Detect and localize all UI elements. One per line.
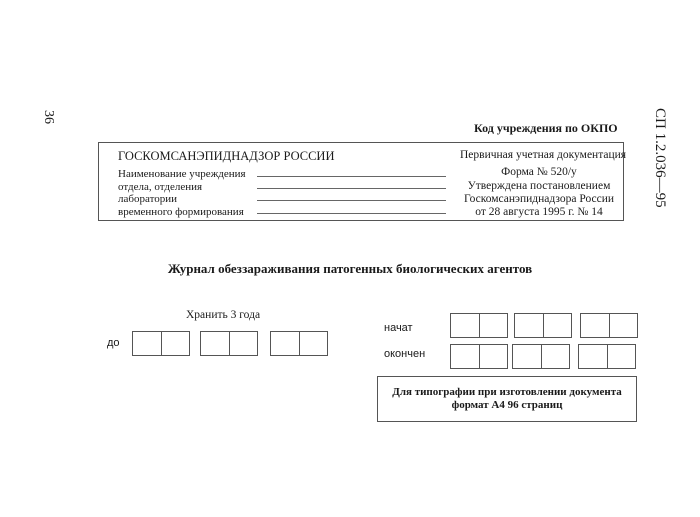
laboratory-label: лаборатории	[118, 193, 178, 205]
digit-cell[interactable]	[579, 345, 607, 368]
digit-cell[interactable]	[271, 332, 299, 355]
started-label: начат	[384, 322, 413, 334]
started-month-field[interactable]	[514, 313, 572, 338]
digit-cell[interactable]	[451, 345, 479, 368]
ministry-name: ГОСКОМСАНЭПИДНАДЗОР РОССИИ	[118, 149, 335, 163]
digit-cell[interactable]	[607, 345, 636, 368]
digit-cell[interactable]	[609, 314, 638, 337]
until-day-field[interactable]	[132, 331, 190, 356]
approval-line-1: Утверждена постановлением	[467, 180, 611, 192]
digit-cell[interactable]	[543, 314, 572, 337]
institution-name-label: Наименование учреждения	[118, 168, 246, 180]
form-number: Форма № 520/у	[501, 166, 577, 178]
digit-cell[interactable]	[299, 332, 328, 355]
page-number: 36	[41, 110, 56, 124]
print-note-line-2: формат А4 96 страниц	[451, 399, 563, 411]
approval-line-3: от 28 августа 1995 г. № 14	[475, 206, 603, 218]
digit-cell[interactable]	[133, 332, 161, 355]
digit-cell[interactable]	[479, 314, 508, 337]
institution-name-field[interactable]	[257, 176, 446, 177]
until-label: до	[107, 337, 120, 349]
until-year-field[interactable]	[270, 331, 328, 356]
document-title: Журнал обеззараживания патогенных биологических агентов	[167, 261, 533, 276]
department-label: отдела, отделения	[118, 181, 203, 193]
okpo-label: Код учреждения по ОКПО	[474, 121, 618, 135]
retention-label: Хранить 3 года	[186, 309, 261, 321]
ended-month-field[interactable]	[512, 344, 570, 369]
department-field[interactable]	[257, 188, 446, 189]
digit-cell[interactable]	[229, 332, 258, 355]
ended-day-field[interactable]	[450, 344, 508, 369]
started-year-field[interactable]	[580, 313, 638, 338]
started-day-field[interactable]	[450, 313, 508, 338]
standard-code: СП 1.2.036—95	[652, 108, 668, 208]
digit-cell[interactable]	[513, 345, 541, 368]
digit-cell[interactable]	[515, 314, 543, 337]
print-note-line-1: Для типографии при изготовлении документа	[392, 386, 622, 398]
temporary-unit-label: временного формирования	[118, 206, 244, 218]
primary-doc-label: Первичная учетная документация	[460, 149, 627, 161]
digit-cell[interactable]	[451, 314, 479, 337]
digit-cell[interactable]	[581, 314, 609, 337]
digit-cell[interactable]	[161, 332, 190, 355]
temporary-unit-field[interactable]	[257, 213, 446, 214]
digit-cell[interactable]	[541, 345, 570, 368]
digit-cell[interactable]	[479, 345, 508, 368]
digit-cell[interactable]	[201, 332, 229, 355]
print-note-box	[377, 376, 637, 422]
ended-year-field[interactable]	[578, 344, 636, 369]
laboratory-field[interactable]	[257, 200, 446, 201]
approval-line-2: Госкомсанэпиднадзора России	[463, 193, 615, 205]
until-month-field[interactable]	[200, 331, 258, 356]
ended-label: окончен	[384, 348, 426, 360]
